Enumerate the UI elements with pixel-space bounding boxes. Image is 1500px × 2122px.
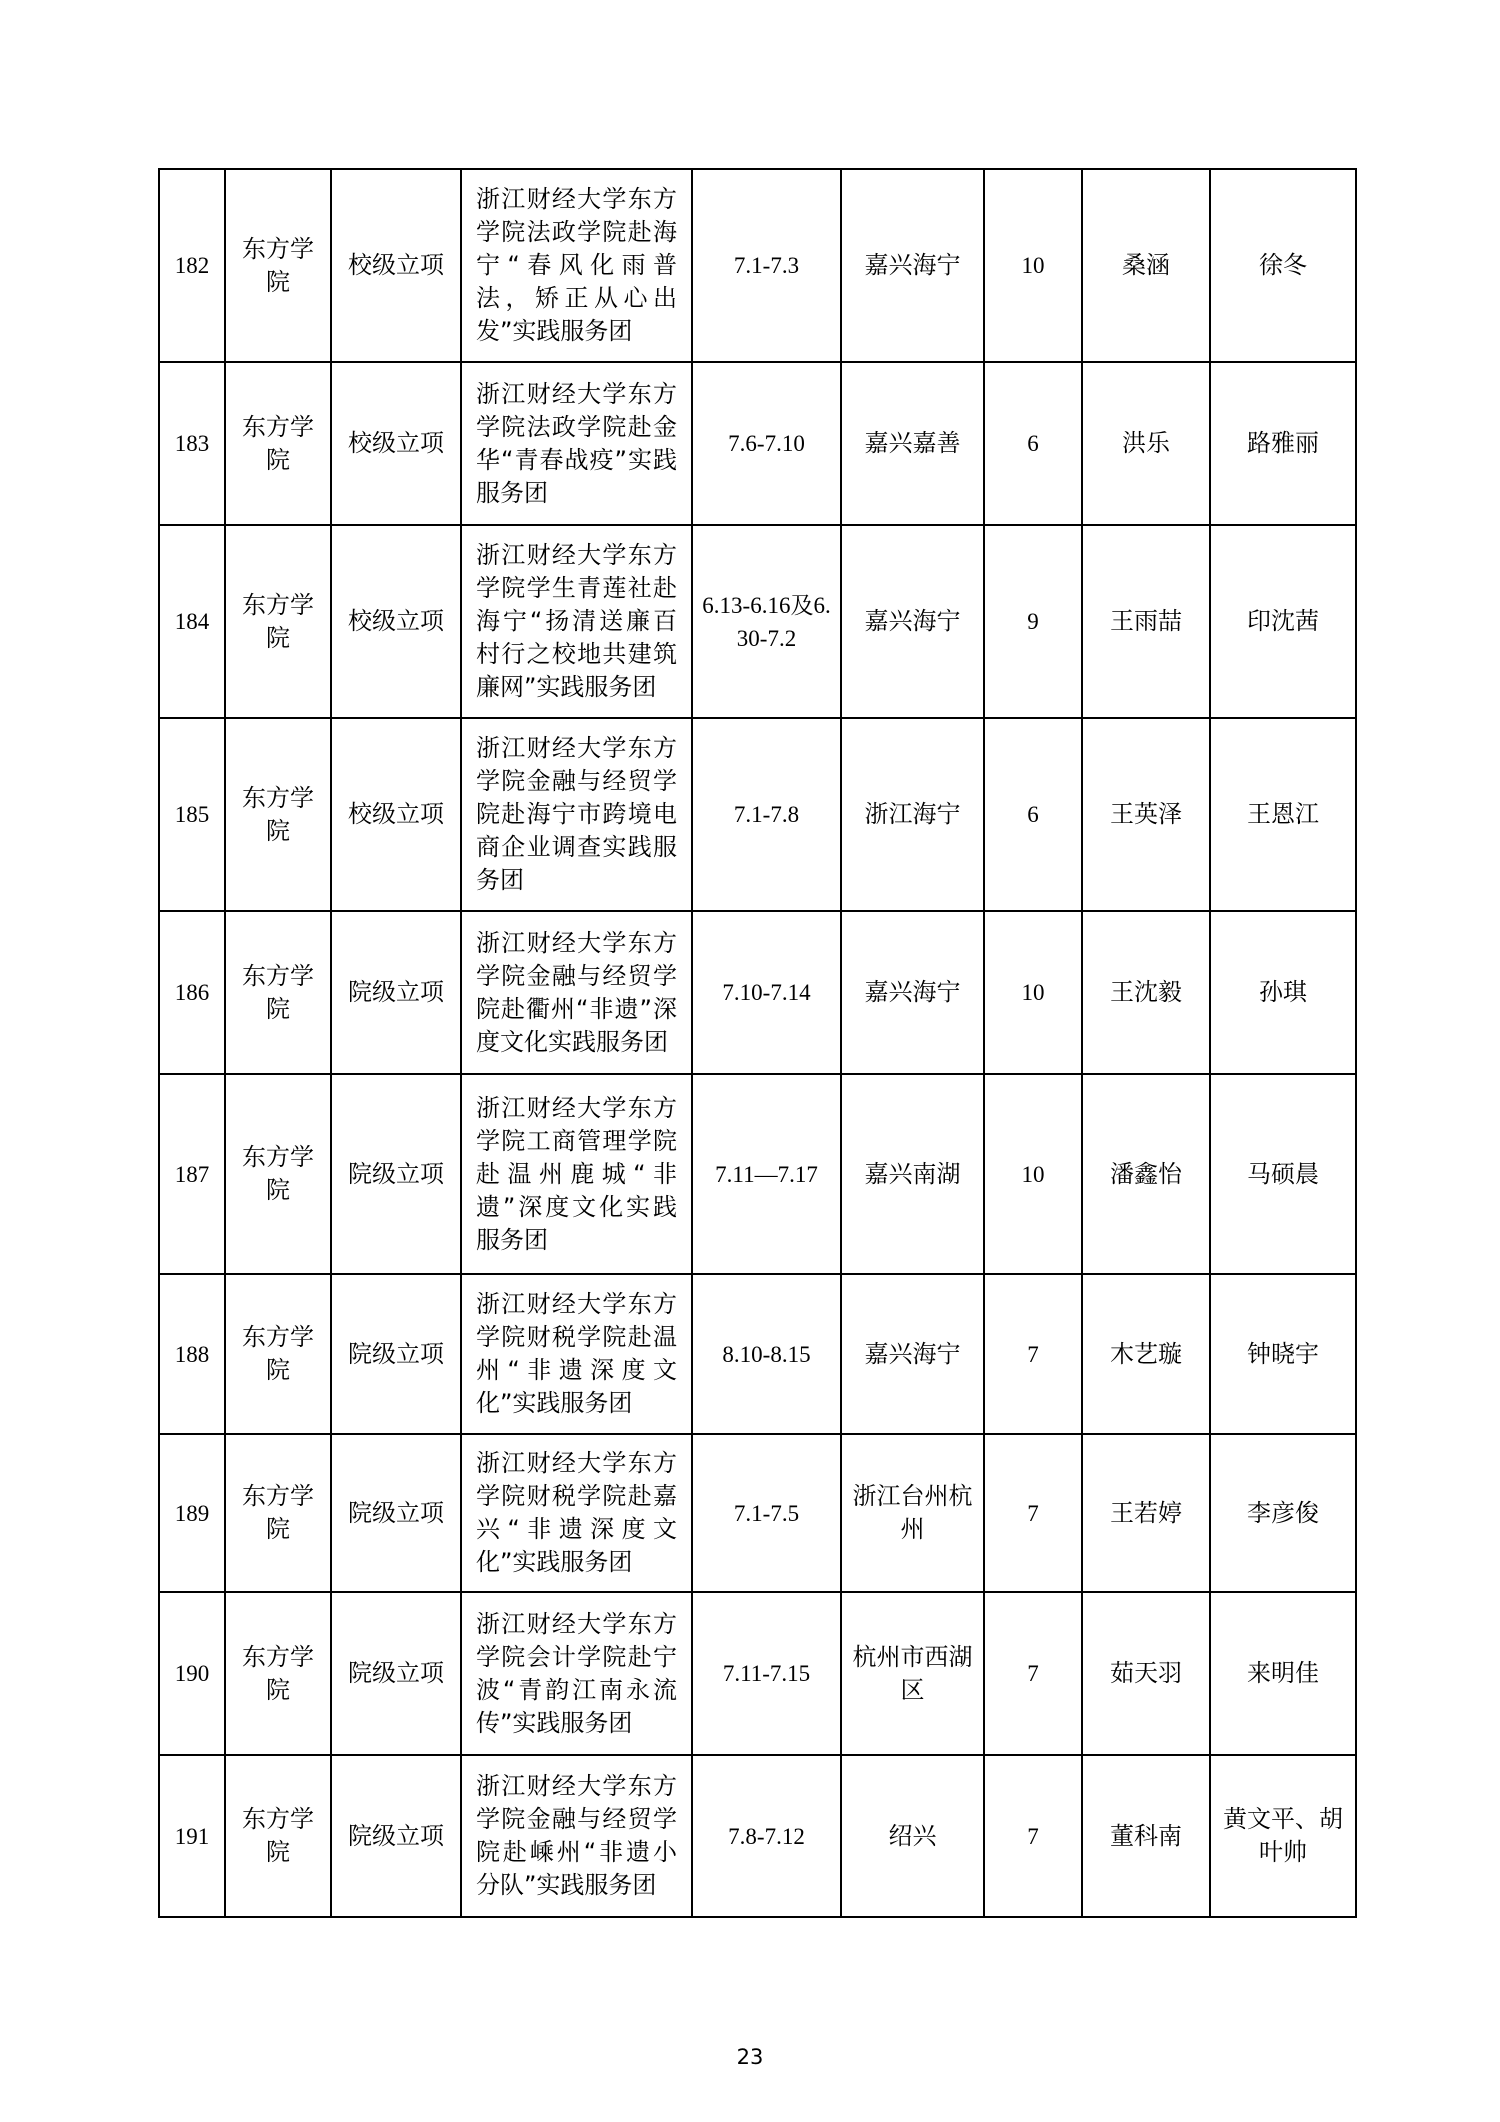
- row-number: 183: [159, 362, 225, 525]
- people-count-cell: 7: [984, 1755, 1082, 1917]
- teacher-cell: 黄文平、胡叶帅: [1210, 1755, 1356, 1917]
- place-cell: 嘉兴海宁: [841, 911, 984, 1074]
- level-cell: 校级立项: [331, 362, 461, 525]
- college-cell: 东方学院: [225, 1434, 331, 1592]
- row-number: 187: [159, 1074, 225, 1274]
- people-count-cell: 10: [984, 169, 1082, 362]
- people-count-cell: 10: [984, 1074, 1082, 1274]
- leader-cell: 桑涵: [1082, 169, 1210, 362]
- people-count-cell: 10: [984, 911, 1082, 1074]
- leader-cell: 木艺璇: [1082, 1274, 1210, 1434]
- date-cell: 7.11-7.15: [692, 1592, 841, 1755]
- level-cell: 院级立项: [331, 1755, 461, 1917]
- row-number: 188: [159, 1274, 225, 1434]
- date-cell: 7.1-7.3: [692, 169, 841, 362]
- college-cell: 东方学院: [225, 1074, 331, 1274]
- table-row: [159, 1274, 1356, 1434]
- leader-cell: 王沈毅: [1082, 911, 1210, 1074]
- project-table: [158, 168, 1357, 1918]
- college-cell: 东方学院: [225, 1592, 331, 1755]
- row-number: 182: [159, 169, 225, 362]
- table-row: [159, 1592, 1356, 1755]
- people-count-cell: 7: [984, 1592, 1082, 1755]
- level-cell: 院级立项: [331, 911, 461, 1074]
- date-cell: 7.8-7.12: [692, 1755, 841, 1917]
- level-cell: 院级立项: [331, 1274, 461, 1434]
- level-cell: 院级立项: [331, 1434, 461, 1592]
- level-cell: 校级立项: [331, 718, 461, 911]
- row-number: 189: [159, 1434, 225, 1592]
- level-cell: 校级立项: [331, 169, 461, 362]
- project-name-cell: 浙江财经大学东方学院法政学院赴金华“青春战疫”实践服务团: [461, 362, 692, 525]
- people-count-cell: 7: [984, 1274, 1082, 1434]
- table-row: [159, 718, 1356, 911]
- leader-cell: 王若婷: [1082, 1434, 1210, 1592]
- project-name-cell: 浙江财经大学东方学院金融与经贸学院赴海宁市跨境电商企业调查实践服务团: [461, 718, 692, 911]
- project-name-cell: 浙江财经大学东方学院工商管理学院赴温州鹿城“非遗”深度文化实践服务团: [461, 1074, 692, 1274]
- row-number: 191: [159, 1755, 225, 1917]
- place-cell: 嘉兴南湖: [841, 1074, 984, 1274]
- college-cell: 东方学院: [225, 1755, 331, 1917]
- college-cell: 东方学院: [225, 362, 331, 525]
- row-number: 190: [159, 1592, 225, 1755]
- place-cell: 浙江台州杭州: [841, 1434, 984, 1592]
- college-cell: 东方学院: [225, 1274, 331, 1434]
- leader-cell: 洪乐: [1082, 362, 1210, 525]
- table-row: [159, 362, 1356, 525]
- table-row: [159, 525, 1356, 718]
- people-count-cell: 6: [984, 362, 1082, 525]
- row-number: 185: [159, 718, 225, 911]
- level-cell: 校级立项: [331, 525, 461, 718]
- teacher-cell: 马硕晨: [1210, 1074, 1356, 1274]
- place-cell: 杭州市西湖区: [841, 1592, 984, 1755]
- college-cell: 东方学院: [225, 525, 331, 718]
- project-name-cell: 浙江财经大学东方学院会计学院赴宁波“青韵江南永流传”实践服务团: [461, 1592, 692, 1755]
- table-body: [159, 169, 1356, 1917]
- college-cell: 东方学院: [225, 911, 331, 1074]
- leader-cell: 茹天羽: [1082, 1592, 1210, 1755]
- leader-cell: 潘鑫怡: [1082, 1074, 1210, 1274]
- people-count-cell: 9: [984, 525, 1082, 718]
- date-cell: 6.13-6.16及6.30-7.2: [692, 525, 841, 718]
- place-cell: 浙江海宁: [841, 718, 984, 911]
- date-cell: 7.1-7.8: [692, 718, 841, 911]
- teacher-cell: 王恩江: [1210, 718, 1356, 911]
- table-row: [159, 169, 1356, 362]
- project-name-cell: 浙江财经大学东方学院财税学院赴温州“非遗深度文化”实践服务团: [461, 1274, 692, 1434]
- teacher-cell: 来明佳: [1210, 1592, 1356, 1755]
- place-cell: 嘉兴海宁: [841, 525, 984, 718]
- people-count-cell: 7: [984, 1434, 1082, 1592]
- row-number: 184: [159, 525, 225, 718]
- table-row: [159, 911, 1356, 1074]
- project-name-cell: 浙江财经大学东方学院学生青莲社赴海宁“扬清送廉百村行之校地共建筑廉网”实践服务团: [461, 525, 692, 718]
- date-cell: 7.10-7.14: [692, 911, 841, 1074]
- date-cell: 7.11—7.17: [692, 1074, 841, 1274]
- place-cell: 嘉兴海宁: [841, 169, 984, 362]
- place-cell: 绍兴: [841, 1755, 984, 1917]
- teacher-cell: 钟晓宇: [1210, 1274, 1356, 1434]
- page-number: 23: [736, 2045, 764, 2069]
- place-cell: 嘉兴嘉善: [841, 362, 984, 525]
- project-name-cell: 浙江财经大学东方学院法政学院赴海宁“春风化雨普法，矫正从心出发”实践服务团: [461, 169, 692, 362]
- teacher-cell: 印沈茜: [1210, 525, 1356, 718]
- teacher-cell: 路雅丽: [1210, 362, 1356, 525]
- date-cell: 7.1-7.5: [692, 1434, 841, 1592]
- place-cell: 嘉兴海宁: [841, 1274, 984, 1434]
- teacher-cell: 李彦俊: [1210, 1434, 1356, 1592]
- leader-cell: 王雨喆: [1082, 525, 1210, 718]
- college-cell: 东方学院: [225, 169, 331, 362]
- level-cell: 院级立项: [331, 1074, 461, 1274]
- teacher-cell: 孙琪: [1210, 911, 1356, 1074]
- date-cell: 7.6-7.10: [692, 362, 841, 525]
- row-number: 186: [159, 911, 225, 1074]
- teacher-cell: 徐冬: [1210, 169, 1356, 362]
- table-row: [159, 1755, 1356, 1917]
- leader-cell: 董科南: [1082, 1755, 1210, 1917]
- project-name-cell: 浙江财经大学东方学院财税学院赴嘉兴“非遗深度文化”实践服务团: [461, 1434, 692, 1592]
- level-cell: 院级立项: [331, 1592, 461, 1755]
- people-count-cell: 6: [984, 718, 1082, 911]
- table-row: [159, 1074, 1356, 1274]
- project-name-cell: 浙江财经大学东方学院金融与经贸学院赴嵊州“非遗小分队”实践服务团: [461, 1755, 692, 1917]
- project-name-cell: 浙江财经大学东方学院金融与经贸学院赴衢州“非遗”深度文化实践服务团: [461, 911, 692, 1074]
- leader-cell: 王英泽: [1082, 718, 1210, 911]
- date-cell: 8.10-8.15: [692, 1274, 841, 1434]
- college-cell: 东方学院: [225, 718, 331, 911]
- table-row: [159, 1434, 1356, 1592]
